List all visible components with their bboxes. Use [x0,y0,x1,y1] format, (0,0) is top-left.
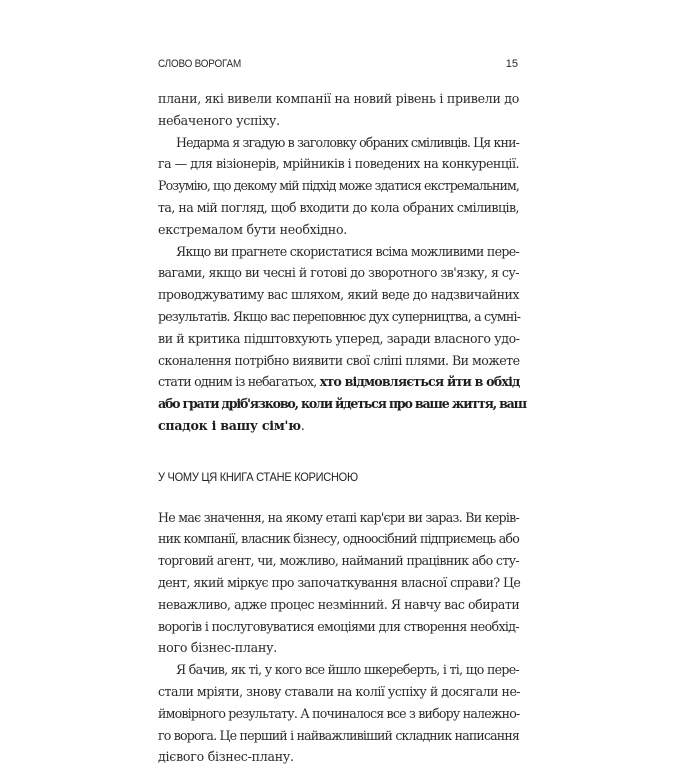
paragraph [158,88,519,132]
text-line: Розумію, що декому мій підхід може здатися екстремальним, [158,178,519,194]
text-line: Недарма я згадую в заголовку обраних сміливців. Ця кни- [176,134,520,150]
text-line: Не має значення, на якому етапі кар'єри ви зараз. Ви керів- [158,509,519,525]
plain-text: стати одним із небагатьох, [158,374,320,390]
text-line: дієвого бізнес-плану. [158,749,294,765]
text-line: Якщо ви прагнете скористатися всіма можливими пере- [176,243,519,259]
text-line [158,393,526,415]
text-line: го ворога. Це перший і найважливіший складник написання [158,727,519,743]
page-number: 15 [505,58,518,70]
text-line [158,415,519,437]
paragraph [158,507,519,660]
text-line: проводжуватиму вас шляхом, який веде до надзвичайних [158,287,519,303]
text-line: результатів. Якщо вас переповнює дух суперництва, а сумні- [158,308,521,324]
text-line: небаченого успіху. [158,112,280,128]
text-line: неважливо, адже процес незмінний. Я навчу вас обирати [158,596,520,612]
text-line: ймовірного результату. А починалося все з вибору належно- [158,705,520,721]
bold-text: хто відмовляється йти в обхід [319,374,520,390]
text-line: торговий агент, чи, можливо, найманий працівник або сту- [158,553,519,569]
text-line: екстремалом бути необхідно. [158,221,348,237]
text-line: ворогів і послуговуватися емоціями для створення необхід- [158,618,519,634]
text-line: га — для візіонерів, мрійників і поведених на конкуренції. [158,156,519,172]
page-body [158,88,526,768]
text-line: дент, який міркує про започаткування власної справи? Це [158,574,521,590]
text-line: ник компанії, власник бізнесу, одноосібний підприємець або [158,531,519,547]
text-line: Я бачив, як ті, у кого все йшло шкереберть, і ті, що пере- [176,662,520,678]
punctuation: . [300,417,305,433]
running-title: СЛОВО ВОРОГАМ [158,58,242,70]
text-line: стали мріяти, знову ставали на колії успіху й досягали не- [158,683,521,699]
text-line: вагами, якщо ви чесні й готові до зворотного зв'язку, я су- [158,265,519,281]
text-line: ви й критика підштовхують уперед, заради власного удо- [158,330,520,346]
bold-text: спадок і вашу сім'ю [158,417,301,433]
text-line: та, на мій погляд, щоб входити до кола обраних сміливців, [158,199,519,215]
bold-text: або грати дріб'язково, коли йдеться про ваше життя, ваш [158,396,526,412]
section-heading: У ЧОМУ ЦЯ КНИГА СТАНЕ КОРИСНОЮ [158,469,358,484]
paragraph [158,132,519,241]
paragraph [158,659,519,768]
text-line [158,371,519,393]
text-line: сконалення потрібно виявити свої сліпі плями. Ви можете [158,352,520,368]
text-line: плани, які вивели компанії на новий рівень і привели до [158,91,519,106]
text-line: ного бізнес-плану. [158,640,278,656]
paragraph [158,241,526,437]
